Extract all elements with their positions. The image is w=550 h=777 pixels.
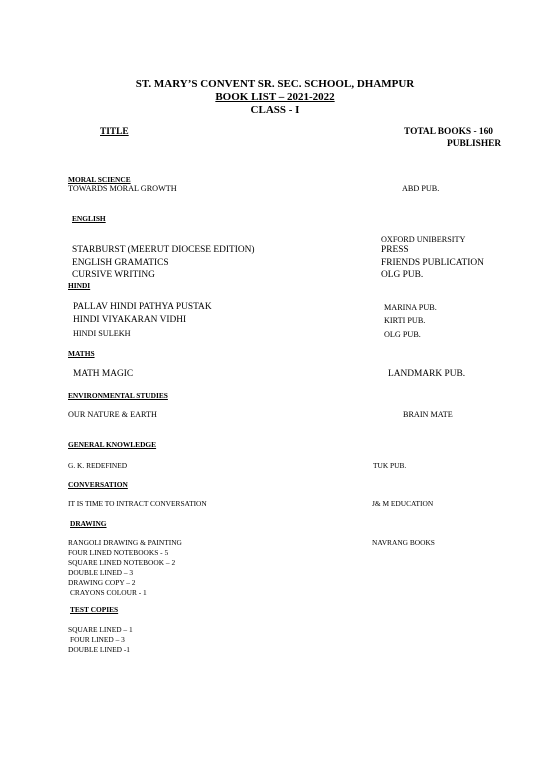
- book-publisher: MARINA PUB.: [384, 303, 437, 312]
- notebook-item: FOUR LINED NOTEBOOKS - 5: [68, 548, 169, 557]
- book-title: PALLAV HINDI PATHYA PUSTAK: [73, 302, 212, 312]
- book-title: ENGLISH GRAMATICS: [72, 258, 169, 268]
- book-publisher: OLG PUB.: [384, 330, 421, 339]
- book-publisher: OLG PUB.: [381, 270, 424, 280]
- notebook-item: CRAYONS COLOUR - 1: [70, 588, 147, 597]
- notebook-item: DOUBLE LINED – 3: [68, 568, 134, 577]
- section-heading-general-knowledge: GENERAL KNOWLEDGE: [68, 440, 157, 449]
- book-publisher: J& M EDUCATION: [372, 499, 434, 508]
- section-heading-maths: MATHS: [68, 349, 95, 358]
- book-publisher: KIRTI PUB.: [384, 316, 426, 325]
- section-heading-english: ENGLISH: [72, 214, 106, 223]
- publisher-column-heading: PUBLISHER: [447, 139, 502, 149]
- school-name: ST. MARY’S CONVENT SR. SEC. SCHOOL, DHAMPUR: [135, 78, 415, 90]
- book-title: OUR NATURE & EARTH: [68, 410, 157, 419]
- book-publisher: ABD PUB.: [402, 184, 440, 193]
- book-title: HINDI VIYAKARAN VIDHI: [73, 315, 187, 325]
- section-heading-test-copies: TEST COPIES: [70, 605, 119, 614]
- section-heading-drawing: DRAWING: [70, 519, 107, 528]
- notebook-item: DRAWING COPY – 2: [68, 578, 136, 587]
- total-books: TOTAL BOOKS - 160: [404, 127, 493, 137]
- section-heading-environmental-studies: ENVIRONMENTAL STUDIES: [68, 391, 168, 400]
- book-list-title: BOOK LIST – 2021-2022: [215, 91, 335, 103]
- book-title: CURSIVE WRITING: [72, 270, 155, 280]
- notebook-item: SQUARE LINED NOTEBOOK – 2: [68, 558, 176, 567]
- book-title: RANGOLI DRAWING & PAINTING: [68, 538, 182, 547]
- book-title: MATH MAGIC: [73, 369, 134, 379]
- section-heading-hindi: HINDI: [68, 281, 91, 290]
- book-publisher: FRIENDS PUBLICATION: [381, 258, 484, 268]
- book-publisher-line1: OXFORD UNIBERSITY: [381, 235, 466, 244]
- book-title: IT IS TIME TO INTRACT CONVERSATION: [68, 499, 207, 508]
- book-title: TOWARDS MORAL GROWTH: [68, 184, 177, 193]
- test-copy-item: FOUR LINED – 3: [70, 635, 125, 644]
- book-publisher: LANDMARK PUB.: [388, 369, 466, 379]
- section-heading-moral-science: MORAL SCIENCE: [68, 175, 131, 184]
- title-column-heading: TITLE: [100, 127, 129, 137]
- book-title: STARBURST (MEERUT DIOCESE EDITION): [72, 245, 255, 255]
- section-heading-conversation: CONVERSATION: [68, 480, 128, 489]
- book-title: G. K. REDEFINED: [68, 461, 128, 470]
- book-publisher: TUK PUB.: [373, 461, 407, 470]
- book-publisher: BRAIN MATE: [403, 410, 453, 419]
- book-title: HINDI SULEKH: [73, 329, 131, 338]
- class-title: CLASS - I: [250, 104, 300, 116]
- book-publisher: NAVRANG BOOKS: [372, 538, 435, 547]
- book-publisher: PRESS: [381, 245, 409, 255]
- test-copy-item: SQUARE LINED – 1: [68, 625, 133, 634]
- test-copy-item: DOUBLE LINED -1: [68, 645, 130, 654]
